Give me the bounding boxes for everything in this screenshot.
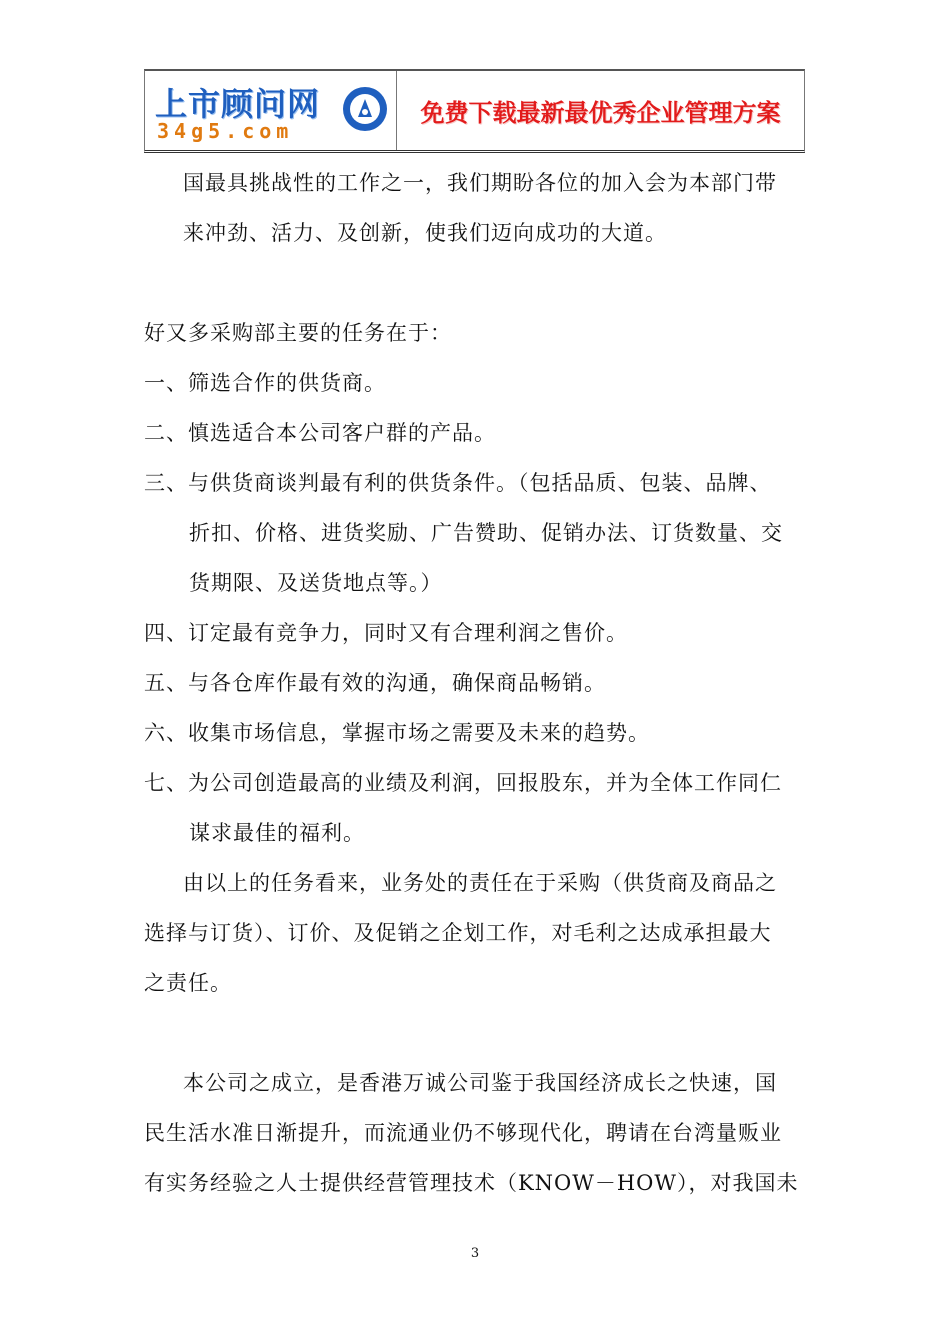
list-item: 一、筛选合作的供货商。 xyxy=(144,371,386,395)
paragraph-line: 有实务经验之人士提供经营管理技术（KNOW－HOW），对我国未 xyxy=(144,1171,799,1195)
list-item: 六、收集市场信息，掌握市场之需要及未来的趋势。 xyxy=(144,721,650,745)
logo-emblem-icon xyxy=(341,85,389,133)
paragraph-line: 国最具挑战性的工作之一，我们期盼各位的加入会为本部门带 xyxy=(183,171,777,195)
list-item: 三、与供货商谈判最有利的供货条件。（包括品质、包装、品牌、 xyxy=(144,471,772,495)
section-heading: 好又多采购部主要的任务在于： xyxy=(144,321,452,345)
list-item-continuation: 折扣、价格、进货奖励、广告赞助、促销办法、订货数量、交 xyxy=(189,521,783,545)
paragraph-line: 民生活水准日渐提升，而流通业仍不够现代化，聘请在台湾量贩业 xyxy=(144,1121,782,1145)
page-number: 3 xyxy=(470,1246,480,1261)
paragraph-line: 之责任。 xyxy=(144,971,232,995)
paragraph-line: 由以上的任务看来，业务处的责任在于采购（供货商及商品之 xyxy=(183,871,777,895)
logo-text: 上市顾问网 xyxy=(155,85,321,123)
list-item: 四、订定最有竞争力，同时又有合理利润之售价。 xyxy=(144,621,628,645)
paragraph-line: 来冲劲、活力、及创新，使我们迈向成功的大道。 xyxy=(183,221,667,245)
list-item: 二、慎选适合本公司客户群的产品。 xyxy=(144,421,496,445)
header-banner xyxy=(144,69,805,153)
slogan-text: 免费下载最新最优秀企业管理方案 xyxy=(420,99,781,127)
paragraph-line: 选择与订货）、订价、及促销之企划工作，对毛利之达成承担最大 xyxy=(144,921,772,945)
logo-domain: 34g5.com xyxy=(157,119,294,143)
site-logo[interactable] xyxy=(145,71,397,150)
list-item: 五、与各仓库作最有效的沟通，确保商品畅销。 xyxy=(144,671,606,695)
slogan-cell xyxy=(397,71,804,150)
paragraph-line: 本公司之成立，是香港万诚公司鉴于我国经济成长之快速，国 xyxy=(183,1071,777,1095)
list-item: 七、为公司创造最高的业绩及利润，回报股东，并为全体工作同仁 xyxy=(144,771,782,795)
list-item-continuation: 谋求最佳的福利。 xyxy=(189,821,365,845)
list-item-continuation: 货期限、及送货地点等。） xyxy=(189,571,443,595)
